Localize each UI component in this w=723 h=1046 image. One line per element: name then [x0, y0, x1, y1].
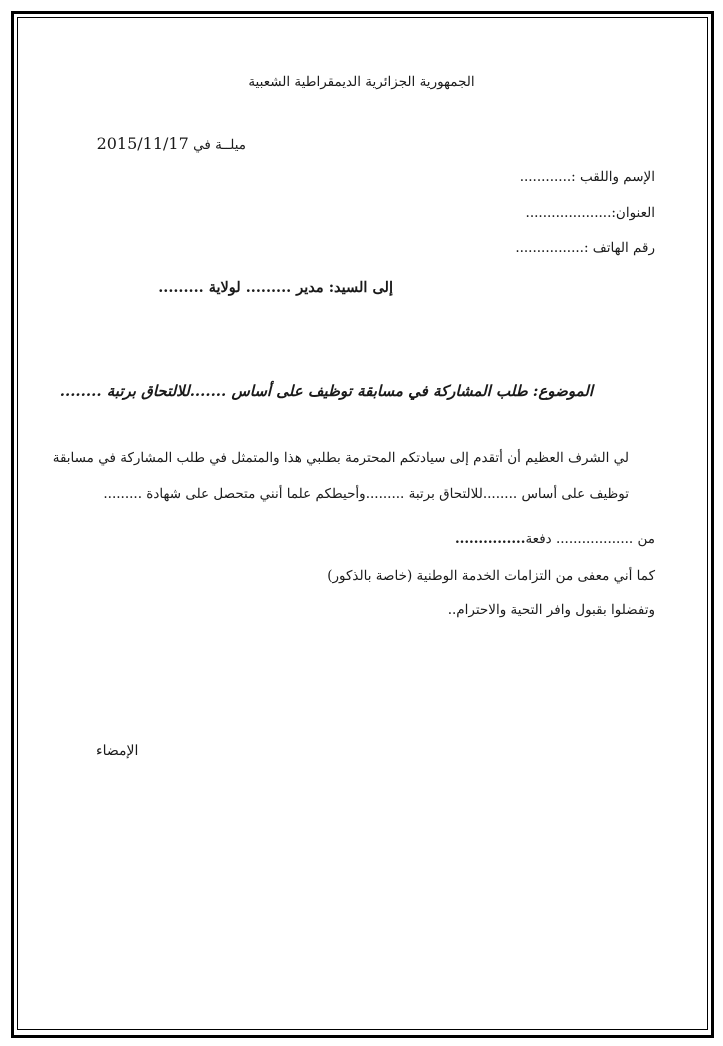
- date-value: 2015/11/17: [96, 134, 189, 153]
- addressee-line: إلى السيد: مدير ......... لولاية .........: [158, 279, 393, 296]
- promotion-line: [455, 533, 655, 547]
- subject-line: الموضوع: طلب المشاركة في مسابقة توظيف على أساس .......للالتحاق برتبة ........: [59, 382, 593, 400]
- promotion-dots: ...............: [454, 531, 526, 547]
- body-line-2: توظيف على أساس ........للالتحاق برتبة .........وأحيطكم علما أنني متحصل على شهادة .........: [103, 486, 629, 502]
- signature-label: الإمضاء: [96, 743, 139, 759]
- sender-phone-field: رقم الهاتف :................: [515, 240, 655, 256]
- sender-address-field: العنوان:....................: [525, 205, 655, 221]
- date-line: [96, 134, 246, 153]
- military-service-line: كما أني معفى من التزامات الخدمة الوطنية (خاصة بالذكور): [327, 568, 655, 584]
- body-line-1: لي الشرف العظيم أن أتقدم إلى سيادتكم المحترمة بطلبي هذا والمتمثل في طلب المشاركة في مسابقة: [52, 450, 629, 466]
- promotion-from: من .................. دفعة: [525, 531, 655, 547]
- date-prefix: ميلــة في: [193, 137, 246, 153]
- sender-name-field: الإسم واللقب :............: [519, 169, 655, 185]
- closing-line: وتفضلوا بقبول وافر التحية والاحترام..: [447, 602, 655, 618]
- republic-header: الجمهورية الجزائرية الديمقراطية الشعبية: [248, 74, 475, 90]
